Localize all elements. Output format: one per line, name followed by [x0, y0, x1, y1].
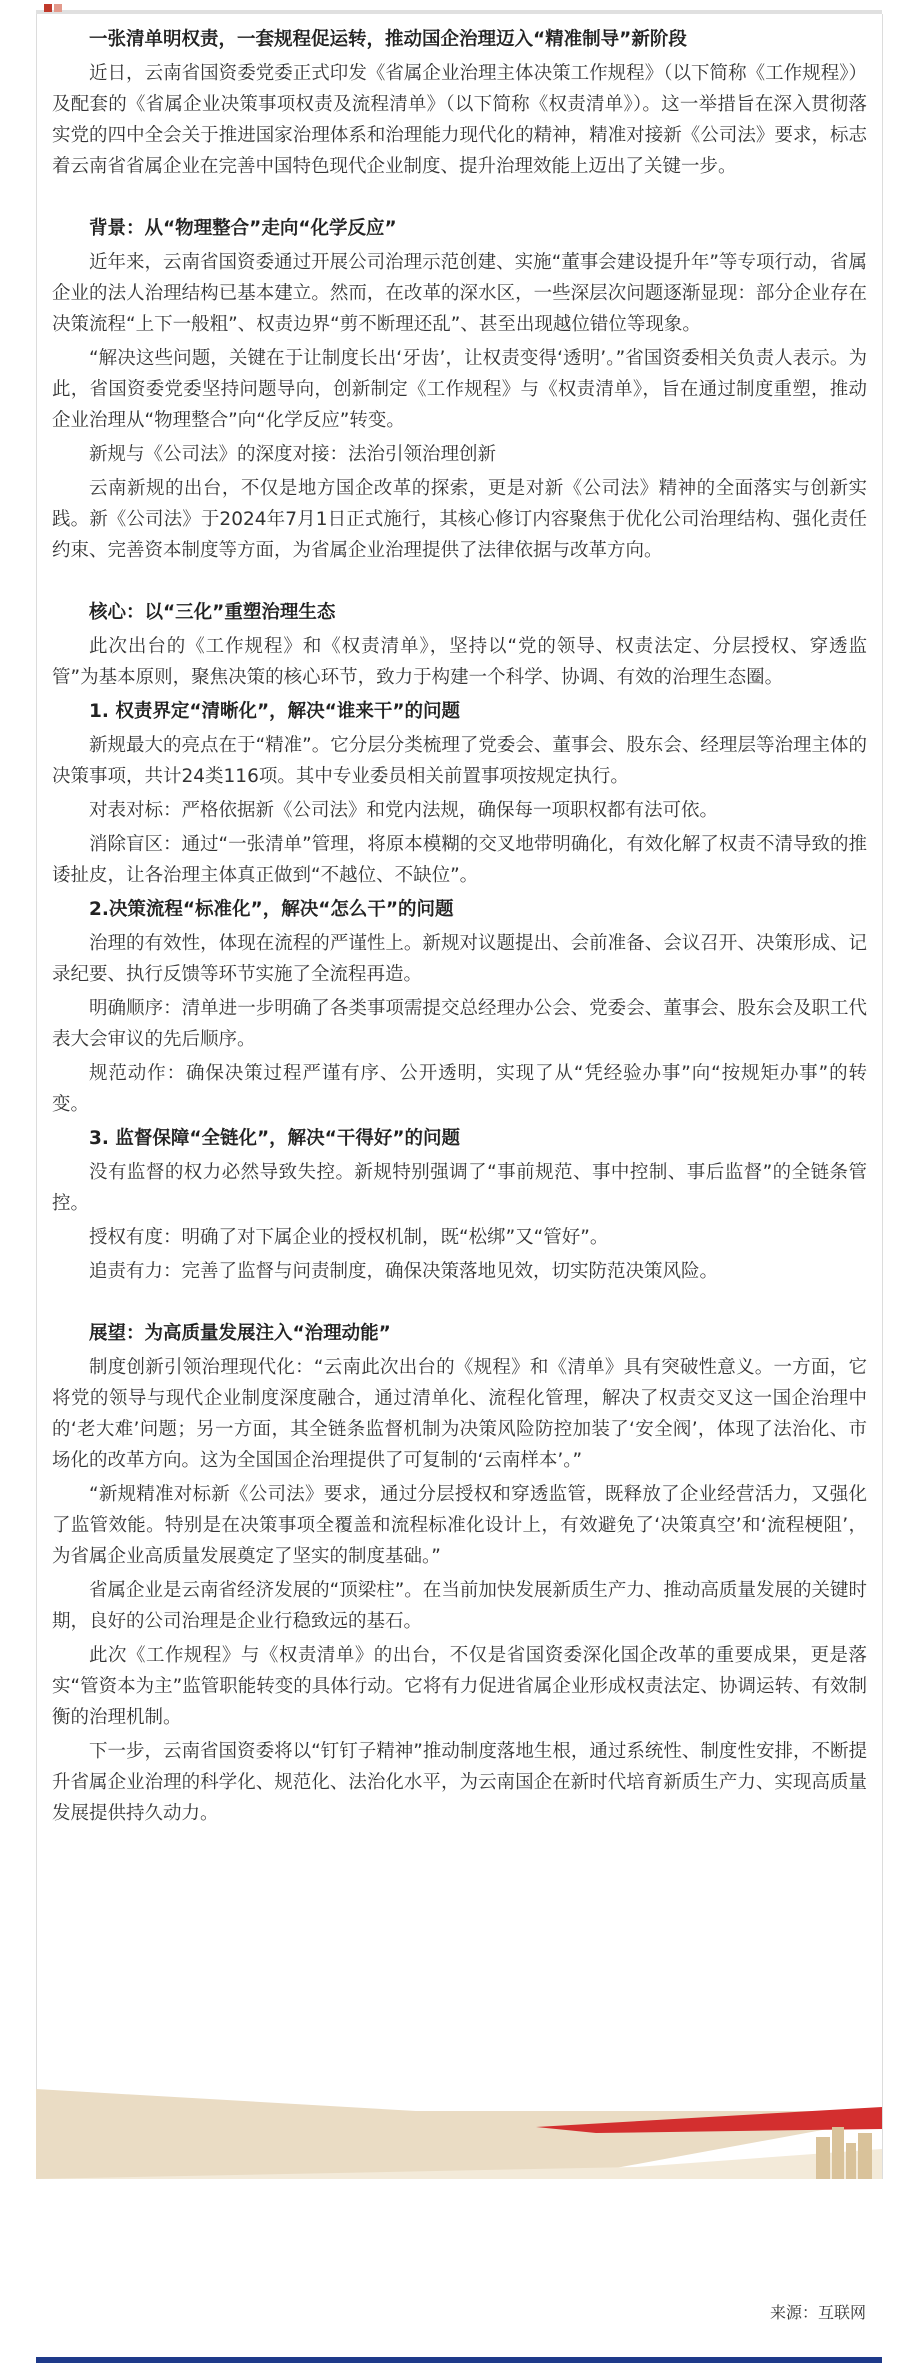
body-paragraph: 治理的有效性，体现在流程的严谨性上。新规对议题提出、会前准备、会议召开、决策形成、记录纪要、执行反馈等环节实施了全流程再造。: [52, 933, 867, 985]
section-heading: 核心：以“三化”重塑治理生态: [89, 602, 336, 623]
section-heading: 展望：为高质量发展注入“治理动能”: [89, 1323, 391, 1344]
body-paragraph: 规范动作：确保决策过程严谨有序、公开透明，实现了从“凭经验办事”向“按规矩办事”的转变。: [52, 1063, 867, 1115]
body-paragraph: 追责有力：完善了监督与问责制度，确保决策落地见效，切实防范决策风险。: [89, 1261, 719, 1282]
section-heading: 一张清单明权责，一套规程促运转，推动国企治理迈入“精准制导”新阶段: [89, 29, 687, 50]
section-heading: 背景：从“物理整合”走向“化学反应”: [89, 218, 397, 239]
body-paragraph: 省属企业是云南省经济发展的“顶梁柱”。在当前加快发展新质生产力、推动高质量发展的关键时期，良好的公司治理是企业行稳致远的基石。: [52, 1580, 867, 1632]
article-body: [52, 24, 867, 1832]
footer-decoration: [36, 2089, 882, 2179]
section-heading: 1. 权责界定“清晰化”，解决“谁来干”的问题: [89, 701, 460, 722]
body-paragraph: 近年来，云南省国资委通过开展公司治理示范创建、实施“董事会建设提升年”等专项行动，省属企业的法人治理结构已基本建立。然而，在改革的深水区，一些深层次问题逐渐显现：部分企业存在决策流程“上下一般粗”、权责边界“剪不断理还乱”、甚至出现越位错位等现象。: [52, 252, 867, 335]
corner-decoration: [44, 4, 66, 14]
body-paragraph: “解决这些问题，关键在于让制度长出‘牙齿’，让权责变得‘透明’。”省国资委相关负责人表示。为此，省国资委党委坚持问题导向，创新制定《工作规程》与《权责清单》，旨在通过制度重塑，推动企业治理从“物理整合”向“化学反应”转变。: [52, 348, 867, 431]
building-icon: [816, 2127, 872, 2179]
body-paragraph: “新规精准对标新《公司法》要求，通过分层授权和穿透监管，既释放了企业经营活力，又强化了监管效能。特别是在决策事项全覆盖和流程标准化设计上，有效避免了‘决策真空’和‘流程梗阻’，为省属企业高质量发展奠定了坚实的制度基础。”: [52, 1484, 867, 1567]
body-paragraph: 新规与《公司法》的深度对接：法治引领治理创新: [89, 444, 497, 465]
section-heading: 3. 监督保障“全链化”，解决“干得好”的问题: [89, 1128, 460, 1149]
body-paragraph: 消除盲区：通过“一张清单”管理，将原本模糊的交叉地带明确化，有效化解了权责不清导致的推诿扯皮，让各治理主体真正做到“不越位、不缺位”。: [52, 834, 867, 886]
body-paragraph: 没有监督的权力必然导致失控。新规特别强调了“事前规范、事中控制、事后监督”的全链条管控。: [52, 1162, 867, 1214]
body-paragraph: 此次出台的《工作规程》和《权责清单》，坚持以“党的领导、权责法定、分层授权、穿透监管”为基本原则，聚焦决策的核心环节，致力于构建一个科学、协调、有效的治理生态圈。: [52, 636, 867, 688]
body-paragraph: 新规最大的亮点在于“精准”。它分层分类梳理了党委会、董事会、股东会、经理层等治理主体的决策事项，共计24类116项。其中专业委员相关前置事项按规定执行。: [52, 735, 867, 787]
body-paragraph: 对表对标：严格依据新《公司法》和党内法规，确保每一项职权都有法可依。: [89, 800, 719, 821]
body-paragraph: 云南新规的出台，不仅是地方国企改革的探索，更是对新《公司法》精神的全面落实与创新实践。新《公司法》于2024年7月1日正式施行，其核心修订内容聚焦于优化公司治理结构、强化责任约束、完善资本制度等方面，为省属企业治理提供了法律依据与改革方向。: [52, 478, 867, 561]
body-paragraph: 明确顺序：清单进一步明确了各类事项需提交总经理办公会、党委会、董事会、股东会及职工代表大会审议的先后顺序。: [52, 998, 867, 1050]
source-credit: 来源：互联网: [769, 2303, 866, 2322]
body-paragraph: 授权有度：明确了对下属企业的授权机制，既“松绑”又“管好”。: [89, 1227, 609, 1248]
bottom-bar: [36, 2357, 882, 2363]
paragraph-gap: [52, 1290, 867, 1318]
body-paragraph: 近日，云南省国资委党委正式印发《省属企业治理主体决策工作规程》（以下简称《工作规程》）及配套的《省属企业决策事项权责及流程清单》（以下简称《权责清单》）。这一举措旨在深入贯彻落实党的四中全会关于推进国家治理体系和治理能力现代化的精神，精准对接新《公司法》要求，标志着云南省省属企业在完善中国特色现代企业制度、提升治理效能上迈出了关键一步。: [52, 63, 867, 177]
red-square-icon: [44, 4, 52, 12]
paragraph-gap: [52, 569, 867, 597]
section-heading: 2.决策流程“标准化”，解决“怎么干”的问题: [89, 899, 454, 920]
body-paragraph: 此次《工作规程》与《权责清单》的出台，不仅是省国资委深化国企改革的重要成果，更是落实“管资本为主”监管职能转变的具体行动。它将有力促进省属企业形成权责法定、协调运转、有效制衡的治理机制。: [52, 1645, 867, 1728]
body-paragraph: 下一步，云南省国资委将以“钉钉子精神”推动制度落地生根，通过系统性、制度性安排，不断提升省属企业治理的科学化、规范化、法治化水平，为云南国企在新时代培育新质生产力、实现高质量发展提供持久动力。: [52, 1741, 867, 1824]
paragraph-gap: [52, 185, 867, 213]
body-paragraph: 制度创新引领治理现代化：“云南此次出台的《规程》和《清单》具有突破性意义。一方面，它将党的领导与现代企业制度深度融合，通过清单化、流程化管理，解决了权责交叉这一国企治理中的‘老大难’问题；另一方面，其全链条监督机制为决策风险防控加装了‘安全阀’，体现了法治化、市场化的改革方向。这为全国国企治理提供了可复制的‘云南样本’。”: [52, 1357, 867, 1471]
pink-square-icon: [54, 4, 62, 12]
